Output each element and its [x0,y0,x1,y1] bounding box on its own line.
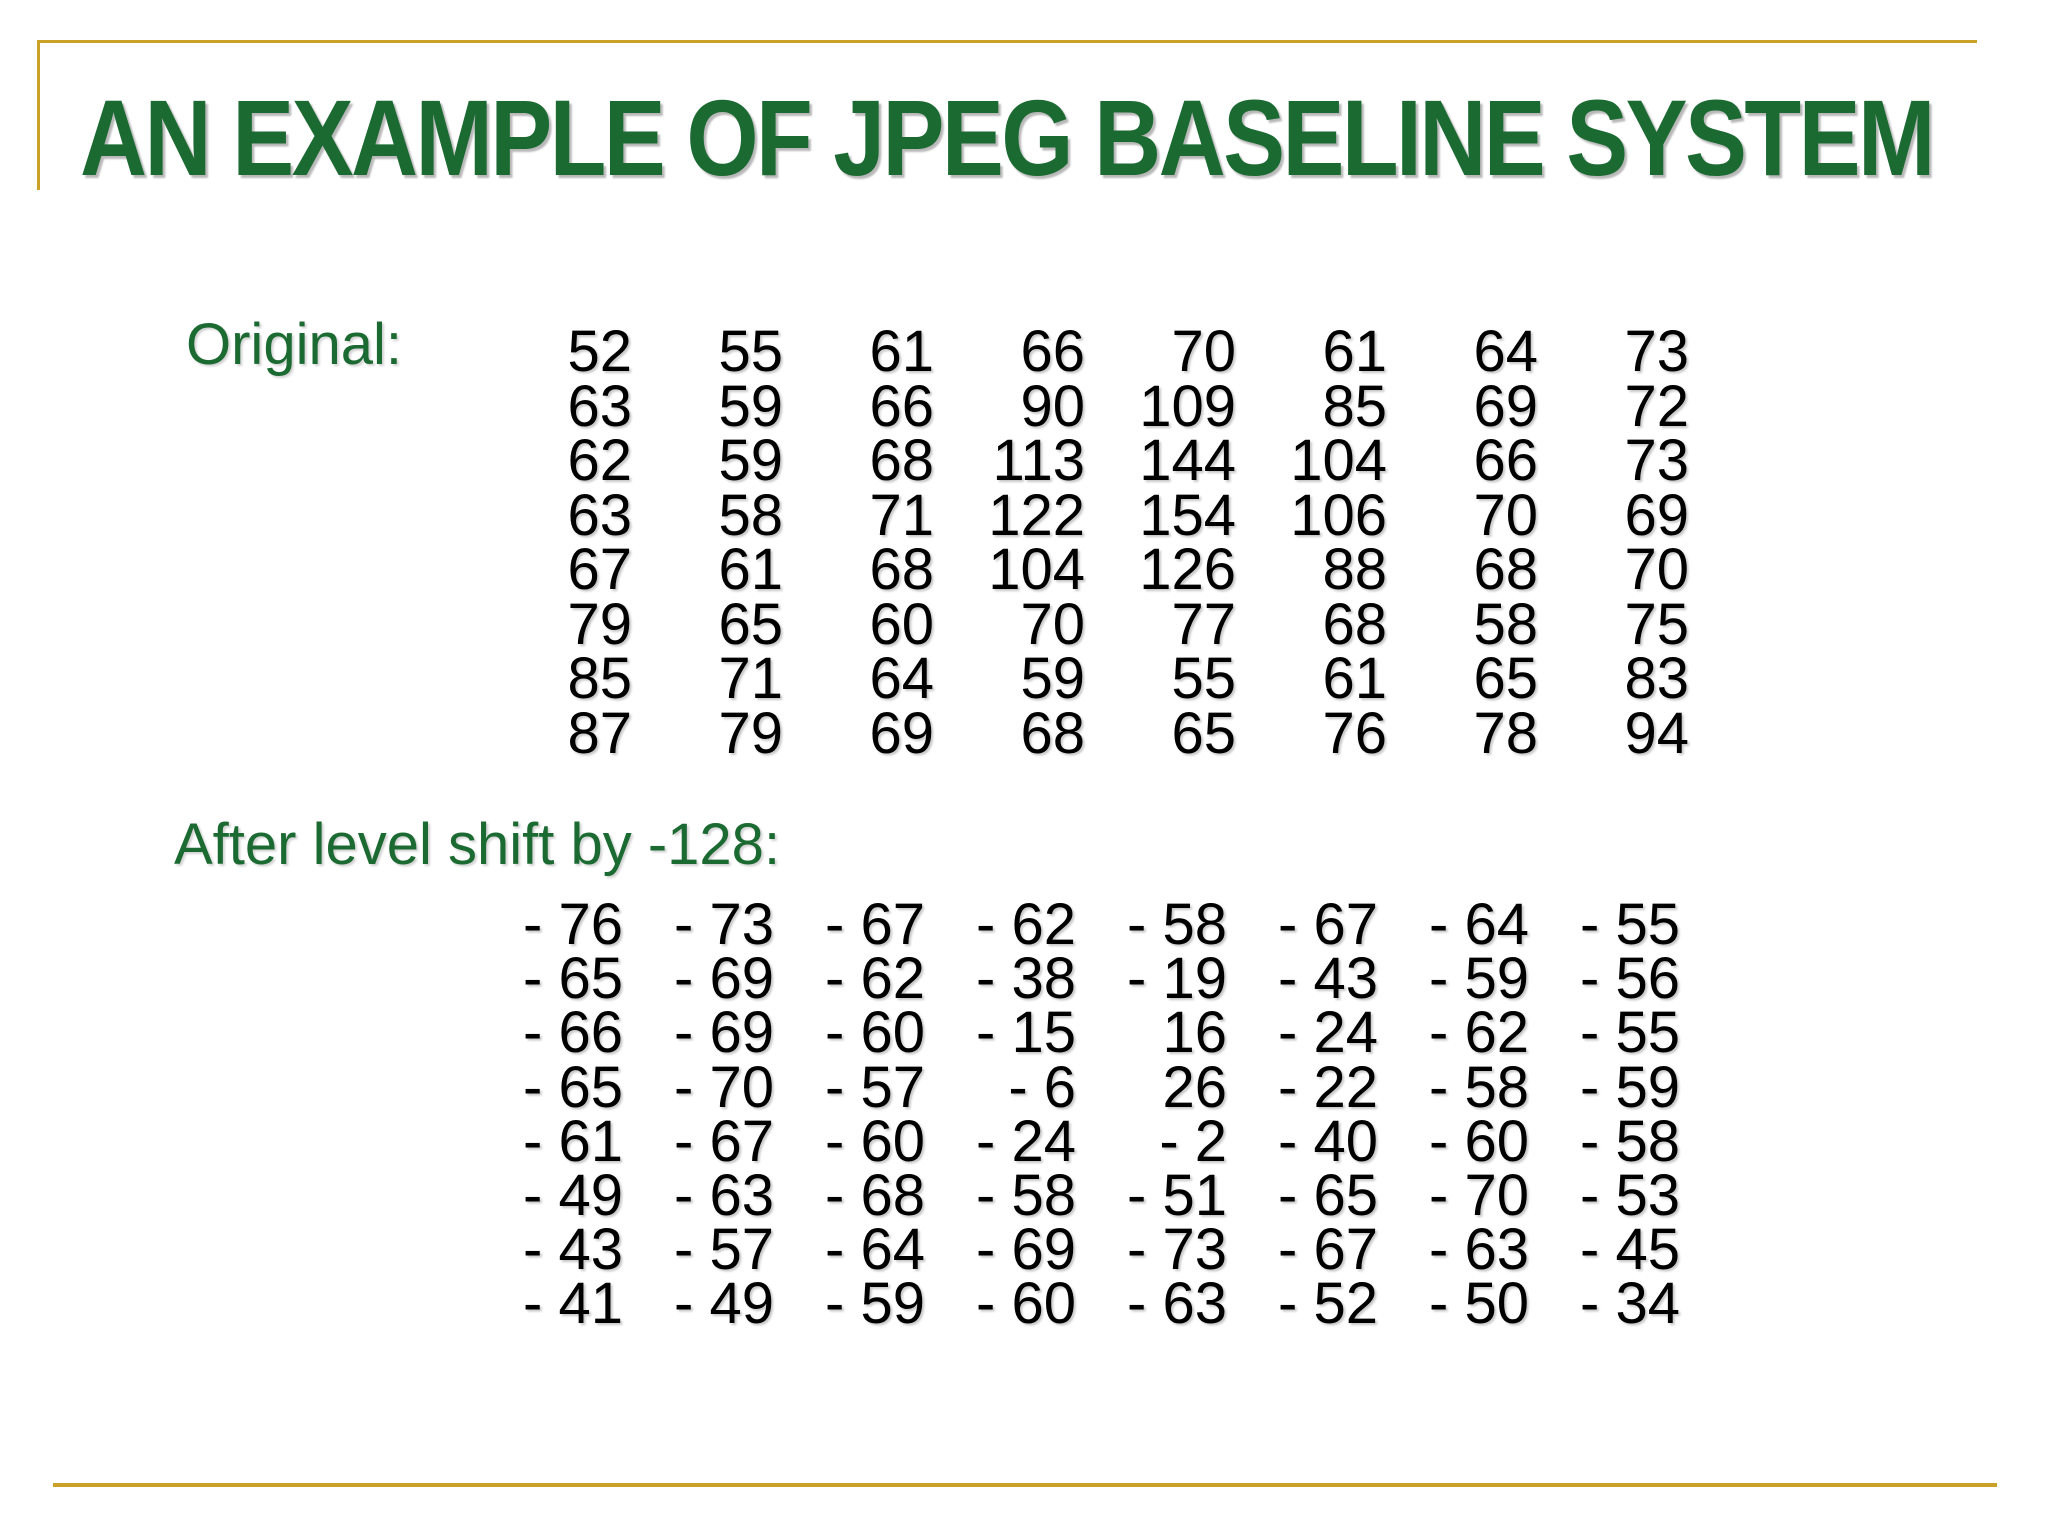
original-matrix-cell: 59 [718,373,783,439]
shifted-matrix-cell: - 76 [523,892,623,957]
shifted-matrix-cell: - 34 [1580,1271,1680,1337]
original-matrix-cell: 83 [1624,646,1689,711]
original-matrix-cell: 69 [1473,373,1538,439]
original-matrix-cell: 113 [992,428,1085,493]
original-matrix-cell: 59 [718,428,783,493]
original-matrix-cell: 70 [1020,591,1085,657]
shifted-matrix-cell: - 53 [1580,1162,1680,1228]
shifted-matrix-cell: - 65 [523,1054,623,1120]
shifted-matrix-cell: - 60 [825,1000,925,1066]
shifted-matrix-cell: - 41 [523,1271,623,1337]
original-matrix-cell: 78 [1473,700,1538,766]
original-matrix-cell: 65 [1473,646,1538,711]
shifted-matrix-cell: - 59 [825,1271,925,1337]
shifted-matrix-cell: - 40 [1278,1108,1378,1174]
shifted-matrix-cell: - 49 [674,1271,774,1337]
shifted-matrix-cell: - 67 [1278,892,1378,957]
original-matrix-cell: 65 [1171,700,1236,766]
shifted-matrix-cell: - 65 [523,946,623,1012]
shifted-matrix-cell: - 59 [1580,1054,1680,1120]
original-matrix-cell: 104 [1290,428,1387,493]
original-matrix-cell: 68 [869,428,934,493]
shifted-matrix-cell: - 6 [1008,1054,1076,1120]
bottom-divider [53,1483,1997,1487]
original-matrix-cell: 154 [1139,482,1236,548]
shifted-matrix-cell: 16 [1162,1000,1227,1066]
original-matrix-cell: 68 [1020,700,1085,766]
shifted-matrix-cell: - 57 [825,1054,925,1120]
shifted-matrix-cell: - 58 [1127,892,1227,957]
left-divider [37,40,40,190]
shifted-matrix-cell: - 15 [976,1000,1076,1066]
original-matrix-cell: 61 [718,537,783,602]
original-matrix-cell: 109 [1139,373,1236,439]
original-matrix [527,319,1735,766]
original-matrix-cell: 68 [1473,537,1538,602]
original-matrix-cell: 63 [567,482,632,548]
original-matrix-cell: 65 [718,591,783,657]
shifted-matrix-cell: - 49 [523,1162,623,1228]
shifted-matrix-cell: - 68 [825,1162,925,1228]
shifted-matrix-cell: - 67 [674,1108,774,1174]
original-matrix-cell: 64 [869,646,934,711]
original-matrix-cell: 144 [1139,428,1236,493]
shifted-matrix-cell: - 69 [976,1217,1076,1283]
shifted-matrix-cell: - 66 [523,1000,623,1066]
original-matrix-cell: 77 [1171,591,1236,657]
shifted-matrix-cell: 26 [1162,1054,1227,1120]
shifted-matrix-cell: - 65 [1278,1162,1378,1228]
original-matrix-cell: 73 [1624,428,1689,493]
shifted-matrix-cell: - 63 [1429,1217,1529,1283]
original-matrix-cell: 70 [1171,319,1236,384]
level-shift-label: After level shift by -128: [174,812,781,877]
shifted-matrix-cell: - 58 [976,1162,1076,1228]
original-matrix-cell: 66 [869,373,934,439]
shifted-matrix-cell: - 73 [1127,1217,1227,1283]
original-matrix-cell: 71 [869,482,934,548]
shifted-matrix-cell: - 69 [674,1000,774,1066]
original-matrix-cell: 68 [1322,591,1387,657]
original-matrix-cell: 71 [718,646,783,711]
shifted-matrix-cell: - 70 [1429,1162,1529,1228]
shifted-matrix-cell: - 45 [1580,1217,1680,1283]
original-matrix-cell: 66 [1020,319,1085,384]
original-matrix-cell: 69 [1624,482,1689,548]
original-matrix-cell: 67 [567,537,632,602]
top-divider [37,40,1977,43]
shifted-matrix-cell: - 64 [825,1217,925,1283]
original-matrix-cell: 79 [567,591,632,657]
original-matrix-cell: 63 [567,373,632,439]
shifted-matrix-cell: - 70 [674,1054,774,1120]
shifted-matrix-cell: - 43 [1278,946,1378,1012]
original-matrix-cell: 60 [869,591,934,657]
original-matrix-cell: 58 [718,482,783,548]
original-matrix-cell: 79 [718,700,783,766]
original-matrix-cell: 62 [567,428,632,493]
shifted-matrix-cell: - 67 [1278,1217,1378,1283]
slide-title: AN EXAMPLE OF JPEG BASELINE SYSTEM [80,77,1933,198]
shifted-matrix-cell: - 60 [976,1271,1076,1337]
shifted-matrix-cell: - 61 [523,1108,623,1174]
shifted-matrix-cell: - 58 [1580,1108,1680,1174]
original-label: Original: [186,312,402,377]
original-matrix-cell: 94 [1624,700,1689,766]
original-matrix-cell: 64 [1473,319,1538,384]
original-matrix-cell: 85 [567,646,632,711]
original-matrix-cell: 88 [1322,537,1387,602]
original-matrix-cell: 76 [1322,700,1387,766]
original-matrix-cell: 55 [718,319,783,384]
shifted-matrix-cell: - 63 [1127,1271,1227,1337]
shifted-matrix-cell: - 52 [1278,1271,1378,1337]
shifted-matrix-cell: - 69 [674,946,774,1012]
original-matrix-cell: 85 [1322,373,1387,439]
shifted-matrix-cell: - 24 [1278,1000,1378,1066]
original-matrix-cell: 59 [1020,646,1085,711]
shifted-matrix-cell: - 55 [1580,892,1680,957]
original-matrix-cell: 126 [1139,537,1236,602]
shifted-matrix-cell: - 2 [1159,1108,1227,1174]
original-matrix-cell: 61 [1322,646,1387,711]
original-matrix-cell: 58 [1473,591,1538,657]
shifted-matrix-cell: - 38 [976,946,1076,1012]
original-matrix-cell: 68 [869,537,934,602]
shifted-matrix-cell: - 55 [1580,1000,1680,1066]
shifted-matrix-cell: - 73 [674,892,774,957]
original-matrix-cell: 90 [1020,373,1085,439]
original-matrix-cell: 70 [1624,537,1689,602]
shifted-matrix-cell: - 59 [1429,946,1529,1012]
original-matrix-cell: 52 [567,319,632,384]
shifted-matrix-cell: - 64 [1429,892,1529,957]
shifted-matrix-cell: - 56 [1580,946,1680,1012]
shifted-matrix-cell: - 62 [825,946,925,1012]
shifted-matrix-cell: - 50 [1429,1271,1529,1337]
shifted-matrix-cell: - 58 [1429,1054,1529,1120]
original-matrix-cell: 122 [988,482,1085,548]
shifted-matrix-cell: - 62 [1429,1000,1529,1066]
shifted-matrix [510,892,1718,1337]
shifted-matrix-cell: - 60 [1429,1108,1529,1174]
shifted-matrix-cell: - 43 [523,1217,623,1283]
shifted-matrix-cell: - 67 [825,892,925,957]
shifted-matrix-cell: - 24 [976,1108,1076,1174]
original-matrix-cell: 72 [1624,373,1689,439]
original-matrix-cell: 61 [869,319,934,384]
original-matrix-cell: 55 [1171,646,1236,711]
shifted-matrix-cell: - 62 [976,892,1076,957]
shifted-matrix-cell: - 22 [1278,1054,1378,1120]
original-matrix-cell: 104 [988,537,1085,602]
original-matrix-cell: 66 [1473,428,1538,493]
original-matrix-cell: 87 [567,700,632,766]
shifted-matrix-cell: - 19 [1127,946,1227,1012]
original-matrix-cell: 61 [1322,319,1387,384]
original-matrix-cell: 75 [1624,591,1689,657]
shifted-matrix-cell: - 60 [825,1108,925,1174]
shifted-matrix-cell: - 51 [1127,1162,1227,1228]
original-matrix-cell: 70 [1473,482,1538,548]
original-matrix-cell: 69 [869,700,934,766]
original-matrix-cell: 106 [1290,482,1387,548]
original-matrix-cell: 73 [1624,319,1689,384]
shifted-matrix-cell: - 57 [674,1217,774,1283]
shifted-matrix-cell: - 63 [674,1162,774,1228]
